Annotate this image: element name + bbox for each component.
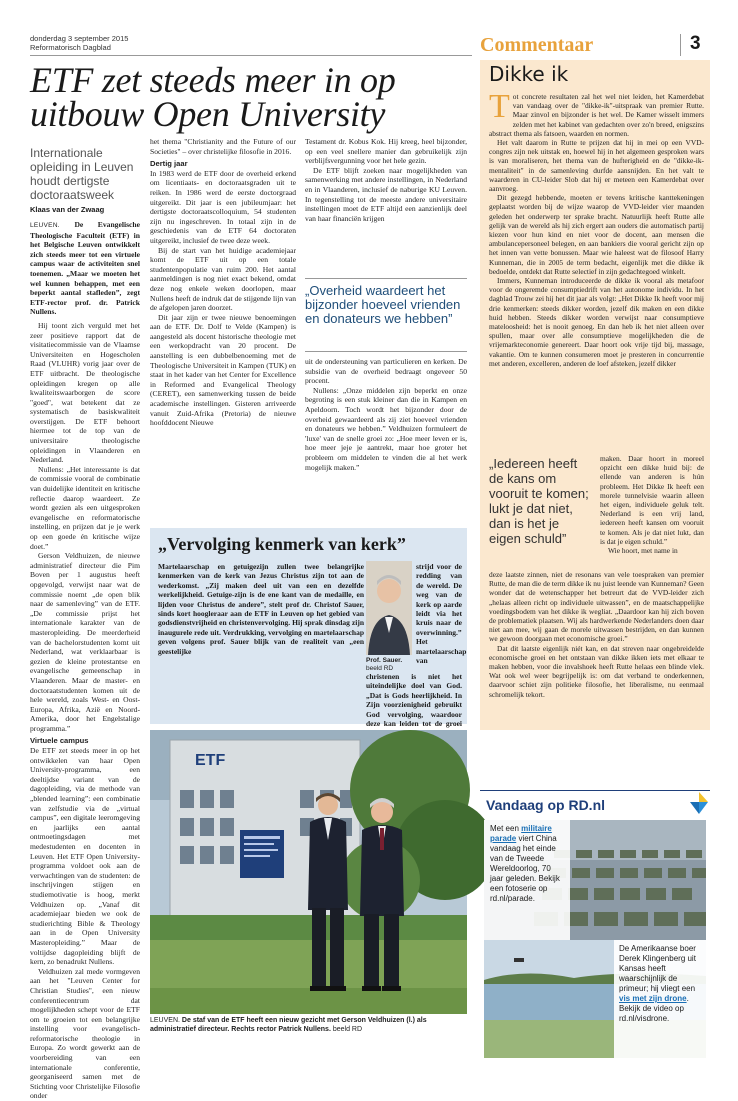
photo-caption-credit: beeld RD (332, 1026, 363, 1033)
rd-box-title: Vandaag op RD.nl (486, 797, 606, 813)
drop-cap: T (489, 88, 510, 125)
rd-item-parade[interactable] (484, 820, 570, 940)
paragraph: De ETF zet steeds meer in op het ontwikkelen van haar Open University-programma, een deeltijdse variant van de dagopleiding, via de methode van „blended learning”: een combinatie van zelfstudie via de „virtual campus”, een digitale leeromgeving en jaarlijks een aantal ontmoetingsdagen met medestudenten en docenten in Leuven. Het ETF Open University-programma voldoet ook aan de verwachtingen van de studenten: de inschrijvingen stijgen en studiemotivatie is hoog, merkt Veldhuizen op. „Vanaf dit academiejaar bieden we ook de studierichting Bible & Theology aan in de Open University Masteropleiding.” Maar de voltijdse dagopleiding blijft de kern, zo benadrukt Nullens. (30, 746, 140, 967)
byline: Klaas van der Zwaag (30, 205, 105, 214)
commentary-narrow (600, 454, 704, 568)
page-divider (680, 34, 681, 56)
paper-name: Reformatorisch Dagblad (30, 43, 111, 52)
header-rule (30, 55, 472, 56)
paragraph: Bij de start van het huidige academiejaar komt de ETF uit op een totale studentenpopulatie van ruim 200. Het aantal aanmeldingen is nog niet exact bekend, omdat deze nog enkele weken doorlopen, maar Nullens heeft de indruk dat de stijgende lijn van de afgelopen jaren doorzet. (150, 245, 296, 313)
sidebar-box-text-3: christenen is niet het uiteindelijke doel van God. „Dat is Gods heerlijkheid. In Zijn voorzienigheid gebruikt God vervolging, waardoor deze kan leiden tot de groei (366, 672, 462, 729)
rd-item-drone[interactable] (614, 940, 706, 1058)
quote-rule (305, 278, 467, 279)
commentary-quote: „Iedereen heeft de kans om vooruit te komen; lukt je dat niet, dan is het je eigen schuld” (489, 456, 589, 546)
rd-item-drone-post: . Bekijk de video op rd.nl/visdrone. (619, 994, 689, 1023)
portrait-caption-credit: beeld RD (366, 665, 394, 672)
paragraph: het thema "Christianity and the Future of our Societies" – over christelijke filosofie in 2016. (150, 137, 296, 156)
paragraph: Het valt daarom in Rutte te prijzen dat hij in mei op een VVD-congres zijn nek uitstak en, hoewel hij in het algemeen gesproken wars is van moraliseren, het thema van de hufterigheid en de "dikke-ik-mentaliteit" in de samenleving durfde aansnijden. En het valt te waarderen in CU-leider Slob dat hij er meteen een Kamerdebat over aanvroeg. (489, 138, 704, 194)
parade-photo (484, 820, 706, 940)
drone-link[interactable]: vis met zijn drone (619, 994, 687, 1003)
paragraph: ot concrete resultaten zal het wel niet leiden, het Kamerdebat van vandaag over de "dikke-ik"-uitspraak van premier Rutte. Maar zinvol en bijzonder is het wel. De Kamer wisselt immers zelden met het kabinet van gedachten over zo'n breed, enigszins abstract thema als fatsoen, waarden en normen. (489, 92, 704, 138)
portrait-caption-name: Prof. Sauer. (366, 657, 403, 664)
paragraph: maken. Daar hoort in moreel opzicht een dikke huid bij: de ellende van anderen is hún probleem. Het Dikke Ik heeft een morele tunnelvisie waarin alleen het eigen, individuele geluk telt. Nederland is een vrij land, iedereen heeft kansen om vooruit te komen. Als je dat niet lukt, dan is dat je eigen schuld.” (600, 454, 704, 546)
article-title: ETF zet steeds meer in op uitbouw Open University (30, 60, 396, 134)
dateline: LEUVEN. (30, 222, 60, 229)
photo-caption-text: De staf van de ETF heeft een nieuw gezicht met Gerson Veldhuizen (l.) als administratief directeur. Rechts rector Patrick Nullens. (150, 1017, 427, 1033)
portrait-caption (366, 657, 414, 673)
paragraph: De ETF blijft zoeken naar mogelijkheden van samenwerking met andere instellingen, in Nederland en in Vlaanderen, inclusief de naburige KU Leuven. In tegenstelling tot de meeste andere universitaire instellingen moet de ETF altijd een aanzienlijk deel van haar financiën krijgen (305, 165, 467, 223)
quote-rule (305, 351, 467, 352)
paragraph: uit de ondersteuning van particulieren en kerken. De subsidie van de overheid bedraagt ongeveer 50 procent. (305, 357, 467, 386)
rd-logo-icon (690, 792, 708, 814)
portrait-photo (366, 561, 412, 655)
paragraph: Nullens: „Onze middelen zijn beperkt en onze begroting is een stuk kleiner dan die in Kampen en Apeldoorn. Toch wordt het bijzonder door de overheid gewaardeerd als zij ziet hoeveel vrienden en donateurs we hebben.” Veldhuizen formuleert de 'luxe' van de snelle groei zo: „Hoe meer leven er is, hoe meer jeje je aantrekt, maar hoe groter het probleem om middelen te vinden die al het werk mogelijk maken.” (305, 385, 467, 472)
article-column-1 (30, 220, 140, 1101)
main-photo (150, 730, 467, 1014)
article-column-2 (150, 137, 296, 557)
paragraph: In 1983 werd de ETF door de overheid erkend om licentiaats- en doctoraatsgraden uit te reiken. In 1986 werd de eerste doctorgraad uitgereikt. Dit jaar is een jubileumjaar: het dertigste doctoraatscolloquium, 54 studenten zijn nu ingeschreven. In totaal zijn in de geschiedenis van de ETF 64 doctoraten uitgereikt, inclusief de twee deze week. (150, 168, 296, 245)
commentary-text (489, 88, 704, 452)
rd-top-rule (480, 790, 710, 791)
page-number: 3 (690, 33, 701, 54)
article-intro: Internationale opleiding in Leuven houdt dertigste doctoraatsweek (30, 146, 134, 202)
article-column-3-bottom (305, 357, 467, 525)
paragraph: Nullens: „Het interessante is dat de commissie vooral de combinatie van duidelijke identiteit en kritische reflectie daarop waardeert. Ze wordt gezien als een uitgesproken evangelische en reformatorische instelling, en prijzen dat je je werk op een goede én kritische wijze doet.” (30, 464, 140, 551)
paragraph: Wie hoort, met name in (608, 546, 678, 556)
paragraph: Dit jaar zijn er twee nieuwe benoemingen aan de ETF. Dr. Dolf te Velde (Kampen) is aangesteld als docent historische theologie met een werkopdracht van 20 procent. De aanstelling is een dubbelbenoeming met de Theologische Universiteit in Kampen (TUK) en staat in het kader van het Center for Excellence in Reformed and Evangelical Theology (CERET), een samenwerking tussen de beide academische instellingen. Gisteren arriveerde vanuit Zuid-Afrika (Pretoria) de nieuwe hoofddocent Nieuwe (150, 312, 296, 428)
commentary-title: Dikke ik (489, 62, 569, 86)
paragraph: Immers, Kunneman introduceerde de dikke ik vooral als metafoor voor de ongeremde consumptiedrift van het autonome individu. In het dagblad Trouw zei hij het dit jaar als volgt: „Het Dikke Ik heeft voor mij drie kenmerken: steeds dikker worden, jezelf dik maken en een dikke huid hebben. Steeds dikker worden verwijst naar consumptieve mateloosheid: het is nooit genoeg. En dan heb ik het niet alleen over spullen, maar over alle consumptieve mogelijkheden die de vrijemarkteconomie genereert. Daar hoort ook vrije tijd bij, massage, vakantie. Om te kunnen consumeren moet je presteren in concurrentie met anderen, excelleren, anderen de loef afsteken, jezelf dikker (489, 276, 704, 368)
section-title: Commentaar (480, 34, 594, 56)
pull-quote: „Overheid waardeert het bijzonder hoeveel vrienden en donateurs we hebben” (305, 283, 461, 326)
photo-caption-place: LEUVEN. (150, 1017, 180, 1024)
paragraph: deze laatste zinnen, niet de resonans van vele toespraken van premier Rutte, de man die de term dikke ik nu juist leende van Kunneman? Geen wonder dat de wetenschapper het betreurt dat de VVD-leider zich „helaas alleen richt op individuele uitwassen”, en de maatschappelijke voedingsbodem van het dikke ik wegliat. „Daardoor kan hij zich boven de problematiek plaatsen. Wij als hardwerkende Nederlanders doen daar niet aan mee, wij gaan de morele uitwassen bestrijden, en dan kunnen we gewoon doorgaan met economische groei.” (489, 570, 704, 644)
article-column-3-top (305, 137, 467, 227)
drone-photo (484, 940, 706, 1058)
subheading: Virtuele campus (30, 736, 89, 746)
issue-date: donderdag 3 september 2015 (30, 34, 129, 43)
etf-logo: ETF (195, 752, 226, 769)
sidebar-box-text: Martelaarschap en getuigezijn zullen twee belangrijke kenmerken van de kerk van Jezus Christus zijn tot aan de wederkomst. „Zij maken deel uit van een en dezelfde werkelijkheid. Getuige-zijn is de ene kant van de medaille, en lijden voor Christus de andere”, stelt prof dr. Christof Sauer, sinds kort hoogleraar aan de ETF in Leuven op het gebied van godsdienstvrijheid en christenvervolging. Hij sprak dinsdag zijn inaugurele rede uit. Verdrukking, vervolging en martelaarschap geven volgens prof. Sauer blijk van de realiteit van „een geestelijke (158, 562, 364, 656)
paragraph: Testament dr. Kobus Kok. Hij kreeg, heel bijzonder, op een veel snellere manier dan gebruikelijk zijn verblijfsvergunning voor het hele gezin. (305, 137, 467, 166)
paragraph: Dit gezegd hebbende, moeten er tevens kritische kanttekeningen geplaatst worden bij de wijze waarop de VVD-leider vier maanden geleden het onderwerp ter sprake bracht. Natuurlijk heeft Rutte alle gelijk van de wereld als hij zich ergert aan ouders die automatisch partij kiezen voor hun kind en niet voor de docent, aan mensen die ambulancepersoneel belegen, en aan bankiers die vooral gericht zijn op het innen van vette bonussen. Maar wie haleest wat de filosoof Harry Kunneman, die in 2005 de term bedacht, eigenlijk met die dikke ik bedoelde, ontdekt dat Rutte selectief in zijn gedachtegoed winkelt. (489, 193, 704, 276)
photo-caption (150, 1016, 467, 1034)
paragraph: Veldhuizen zal mede vormgeven aan het "Leuven Center for Christian Studies", een nieuw conferentiecentrum dat mogelijkheden schept voor de ETF om te groeien tot een belangrijke instelling voor evangelisch-reformatorische theologie in Europa. Zo wordt gewerkt aan de voorbereiding van een internationale conferentie, georganiseerd samen met de Stichting voor Christelijke Filosofie onder (30, 966, 140, 1101)
rd-item-parade-post: viert China vandaag het einde van de Tweede Wereldoorlog, 70 jaar geleden. Bekijk een fotoserie op rd.nl/parade. (490, 834, 560, 903)
subheading: Dertig jaar (150, 159, 188, 169)
article-lead: De Evangelische Theologische Faculteit (ETF) in het Belgische Leuven ontwikkelt zich steeds meer tot een virtuele campus waar de activiteiten snel toenemen. „Maar we moeten het wel kunnen behappen, met een beperkt aantal stafleden”, zegt ETF-rector prof. dr. Patrick Nullens. (30, 220, 140, 317)
rd-item-drone-pre: De Amerikaanse boer Derek Klingenberg uit Kansas heeft waarschijnlijk de primeur; hij vliegt een (619, 944, 696, 993)
paragraph: Dat dit laatste eigenlijk niét kan, en dat streven naar ongebreidelde economische groei en het ontstaan van dikke ikken iets met elkaar te maken hebben, voor die invalshoek heeft Rutte helaas een blinde vlek. Wat ook wel weer begrijpelijk is: om dat verband te onderkennen, daarvoor schiet zijn politieke filosofie, het liberalisme, nu eenmaal schromelijk tekort. (489, 643, 704, 699)
commentary-text-2 (489, 570, 704, 726)
parade-link[interactable]: militaire parade (490, 824, 552, 843)
sidebar-box-title: „Vervolging kenmerk van kerk” (158, 534, 406, 554)
paragraph: Gerson Veldhuizen, de nieuwe administratief directeur die Pim Boven per 1 augustus heeft opgevolgd, verwijst naar wat de commissie noemt „de open blik naar de samenleving” van de ETF. „De commissie prijst het internationale karakter van de masteropleiding. De meerderheid van de bachelorstudenten komt uit Nederland, wat verklaarbaar is gezien de kleine protestantse en evangelische gemeenschap in Vlaanderen. Maar de master- en doctoraatstudenten komen uit de hele wereld, zoals West- en Oost-Europa, Afrika, Azië en Noord-Amerika, door het Engelstalige programma.” (30, 551, 140, 733)
sidebar-box-text-2: strijd voor de redding van de wereld. De weg van de kerk op aarde leidt via het kruis naar de overwinning.” Het martelaarschap van (416, 562, 467, 666)
paragraph: Hij toont zich verguld met het zeer positieve rapport dat de visitatiecommissie van de Vlaamse Universiteiten en Hogescholen Raad (VLUHR) vorig jaar over de ETF uitbracht. De theologische opleidingen kregen op alle kwaliteitswaarborgen de score "goed", wat betekent dat ze systematisch de basiskwaliteit overstijgen. De ETF behoort hiermee tot de top van de universitaire theologische opleidingen in Vlaanderen en Nederland. (30, 320, 140, 465)
rd-item-parade-pre: Met een (490, 824, 522, 833)
